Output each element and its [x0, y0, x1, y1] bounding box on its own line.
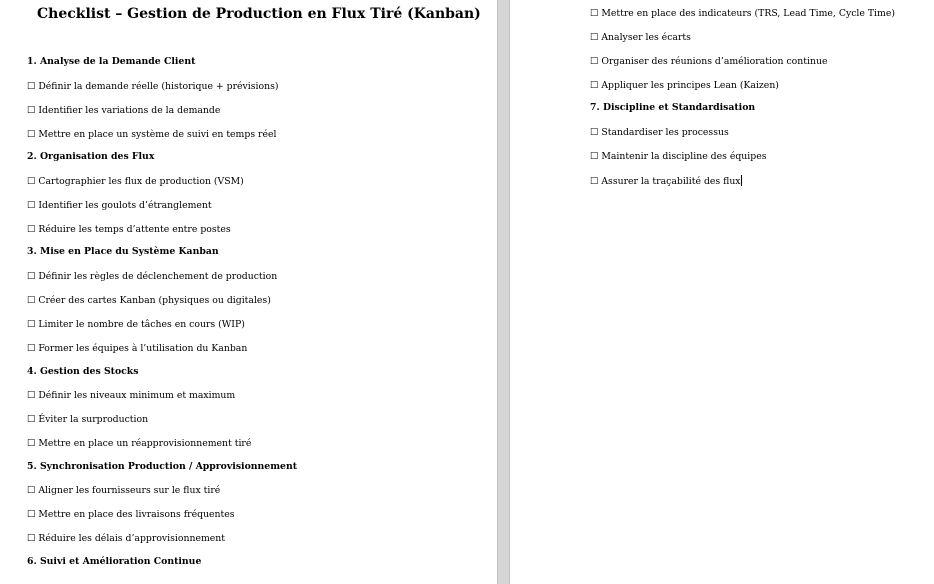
checklist-item-label[interactable]: Réduire les délais d’approvisionnement [38, 533, 226, 544]
section-heading-demande-client[interactable]: 1. Analyse de la Demande Client [27, 56, 196, 67]
checklist-item-label[interactable]: Appliquer les principes Lean (Kaizen) [601, 80, 779, 91]
checklist-item[interactable] [27, 176, 244, 188]
checkbox-icon[interactable]: ☐ [27, 533, 36, 544]
checkbox-icon[interactable]: ☐ [590, 56, 599, 67]
checklist-item-label[interactable]: Définir les niveaux minimum et maximum [38, 390, 236, 401]
section-heading-suivi-amelioration[interactable]: 6. Suivi et Amélioration Continue [27, 556, 202, 567]
checklist-item-label[interactable]: Organiser des réunions d’amélioration continue [601, 56, 828, 67]
checkbox-icon[interactable]: ☐ [27, 295, 36, 306]
checklist-item[interactable] [27, 105, 220, 117]
checklist-item-label[interactable]: Former les équipes à l’utilisation du Kanban [38, 343, 248, 354]
text-cursor [741, 175, 742, 186]
checkbox-icon[interactable]: ☐ [590, 8, 599, 19]
checklist-item-label[interactable]: Limiter le nombre de tâches en cours (WIP) [38, 319, 245, 330]
document-title[interactable]: Checklist – Gestion de Production en Flux Tiré (Kanban) [37, 6, 481, 22]
checkbox-icon[interactable]: ☐ [27, 271, 36, 282]
checklist-item-label[interactable]: Identifier les variations de la demande [38, 105, 221, 116]
checkbox-icon[interactable]: ☐ [27, 129, 36, 140]
checkbox-icon[interactable]: ☐ [27, 319, 36, 330]
checklist-item-label[interactable]: Assurer la traçabilité des flux [601, 176, 741, 187]
checklist-item[interactable] [27, 390, 235, 402]
checklist-item[interactable] [27, 295, 271, 307]
checklist-item[interactable] [590, 151, 766, 163]
checkbox-icon[interactable]: ☐ [590, 32, 599, 43]
checklist-item-label[interactable]: Standardiser les processus [601, 127, 729, 138]
checklist-item-label[interactable]: Créer des cartes Kanban (physiques ou digitales) [38, 295, 271, 306]
checklist-item-label[interactable]: Réduire les temps d’attente entre postes [38, 224, 231, 235]
checklist-item[interactable] [27, 129, 276, 141]
checklist-item[interactable] [590, 8, 895, 20]
checklist-item-label[interactable]: Maintenir la discipline des équipes [601, 151, 767, 162]
checklist-item[interactable] [27, 533, 225, 545]
checkbox-icon[interactable]: ☐ [590, 151, 599, 162]
checkbox-icon[interactable]: ☐ [27, 390, 36, 401]
checklist-item-label[interactable]: Cartographier les flux de production (VSM) [38, 176, 244, 187]
checkbox-icon[interactable]: ☐ [27, 343, 36, 354]
checkbox-icon[interactable]: ☐ [27, 81, 36, 92]
checklist-item-label[interactable]: Mettre en place un système de suivi en temps réel [38, 129, 277, 140]
checklist-item-label[interactable]: Mettre en place des livraisons fréquentes [38, 509, 235, 520]
checklist-item-label[interactable]: Définir les règles de déclenchement de production [38, 271, 278, 282]
checklist-item[interactable] [27, 343, 247, 355]
section-heading-discipline[interactable]: 7. Discipline et Standardisation [590, 102, 756, 113]
checkbox-icon[interactable]: ☐ [27, 438, 36, 449]
checklist-item[interactable] [27, 200, 212, 212]
checkbox-icon[interactable]: ☐ [27, 224, 36, 235]
checklist-item[interactable] [590, 32, 691, 44]
checkbox-icon[interactable]: ☐ [27, 176, 36, 187]
checklist-item[interactable] [27, 485, 220, 497]
document-page-right[interactable] [510, 0, 934, 584]
checklist-item[interactable] [590, 175, 742, 188]
checklist-item[interactable] [590, 80, 779, 92]
page-gutter [497, 0, 510, 584]
checklist-item[interactable] [27, 319, 245, 331]
section-heading-organisation-flux[interactable]: 2. Organisation des Flux [27, 151, 155, 162]
checklist-item-label[interactable]: Identifier les goulots d’étranglement [38, 200, 212, 211]
checkbox-icon[interactable]: ☐ [590, 80, 599, 91]
checklist-item-label[interactable]: Analyser les écarts [601, 32, 691, 43]
checkbox-icon[interactable]: ☐ [590, 127, 599, 138]
section-heading-synchronisation[interactable]: 5. Synchronisation Production / Approvisionnement [27, 461, 298, 472]
checklist-item[interactable] [27, 271, 277, 283]
checklist-item-label[interactable]: Définir la demande réelle (historique + prévisions) [38, 81, 279, 92]
checklist-item[interactable] [27, 438, 251, 450]
checklist-item[interactable] [27, 414, 148, 426]
checkbox-icon[interactable]: ☐ [27, 485, 36, 496]
checklist-item-label[interactable]: Aligner les fournisseurs sur le flux tiré [38, 485, 221, 496]
checkbox-icon[interactable]: ☐ [27, 414, 36, 425]
section-heading-systeme-kanban[interactable]: 3. Mise en Place du Système Kanban [27, 246, 219, 257]
checklist-item[interactable] [27, 224, 231, 236]
section-heading-gestion-stocks[interactable]: 4. Gestion des Stocks [27, 366, 139, 377]
checkbox-icon[interactable]: ☐ [27, 105, 36, 116]
checklist-item-label[interactable]: Mettre en place un réapprovisionnement tiré [38, 438, 252, 449]
checklist-item-label[interactable]: Mettre en place des indicateurs (TRS, Lead Time, Cycle Time) [601, 8, 895, 19]
checklist-item-label[interactable]: Éviter la surproduction [38, 414, 149, 425]
checkbox-icon[interactable]: ☐ [27, 200, 36, 211]
checklist-item[interactable] [590, 56, 827, 68]
checklist-item[interactable] [27, 509, 235, 521]
checklist-item[interactable] [590, 127, 729, 139]
checkbox-icon[interactable]: ☐ [590, 176, 599, 187]
checkbox-icon[interactable]: ☐ [27, 509, 36, 520]
checklist-item[interactable] [27, 81, 279, 93]
